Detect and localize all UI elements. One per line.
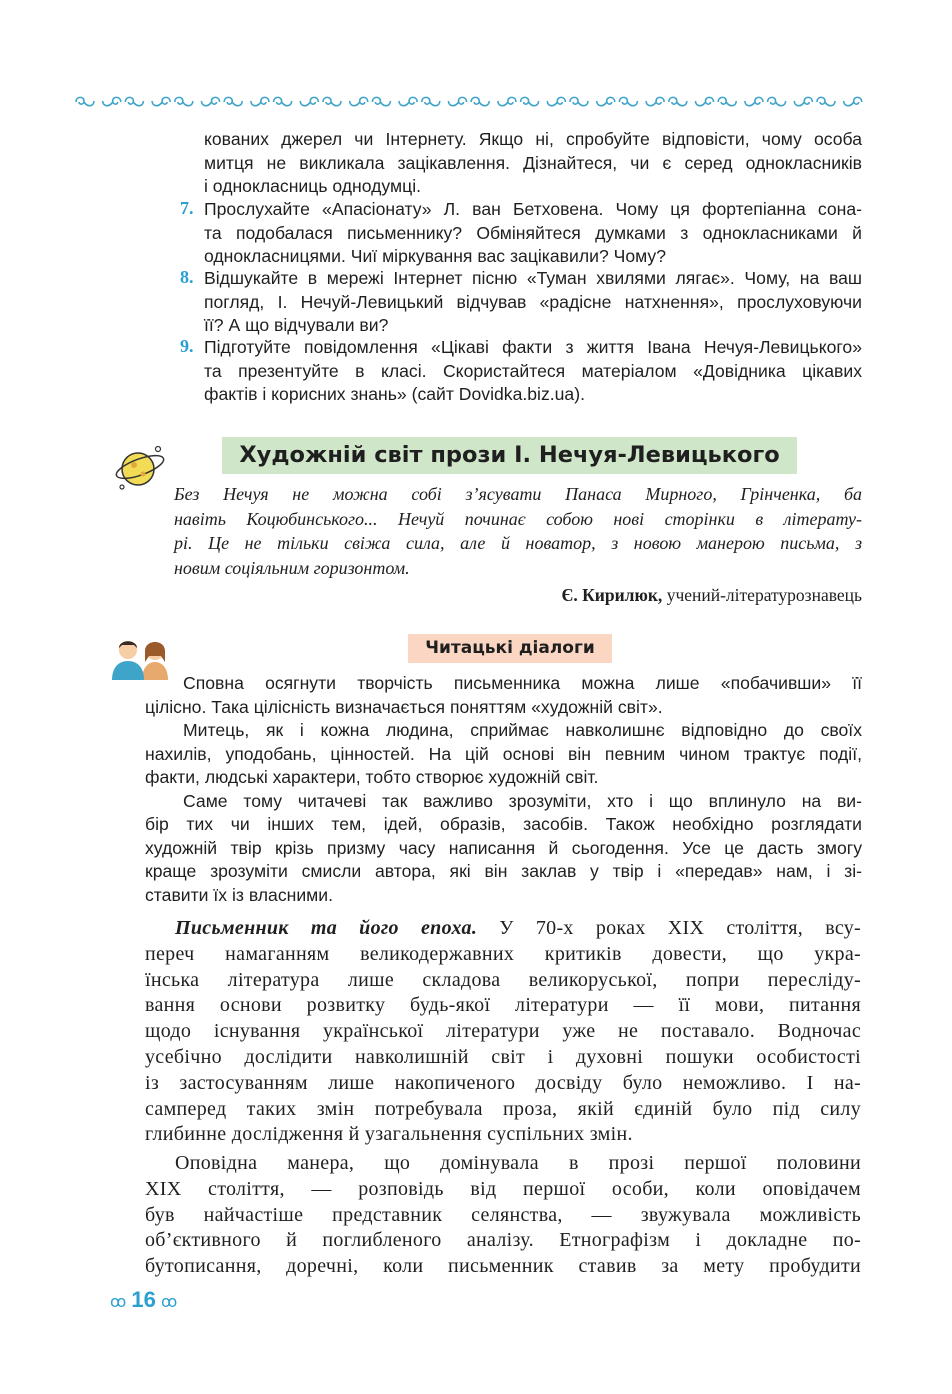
text-line: цілісно. Така цілісність визначається поняттям «художній світ». bbox=[145, 696, 663, 717]
task-7 bbox=[204, 198, 862, 269]
epigraph-line: Без Нечуя не можна собі з’ясувати Панаса Мирного, Грінченка, ба bbox=[174, 484, 862, 504]
ornament-scroll bbox=[844, 97, 862, 105]
ornament-scroll bbox=[274, 97, 292, 105]
text-line: та подобалася письменнику? Обміняйтеся думками з однокласниками й bbox=[204, 222, 862, 243]
task-number: 7. bbox=[180, 198, 194, 218]
main-paragraph-1 bbox=[145, 916, 861, 1148]
ornament-scroll bbox=[597, 97, 615, 105]
paragraph-lead: Письменник та його епоха. bbox=[175, 917, 478, 939]
text-line: усебічно дослідити навколишній світ і духовні пошуки особистості bbox=[145, 1045, 861, 1068]
ornament-scroll bbox=[794, 97, 812, 105]
epigraph-attribution bbox=[561, 585, 862, 606]
ornament-scroll bbox=[547, 97, 565, 105]
epigraph-line: новим соціяльним горизонтом. bbox=[174, 557, 410, 578]
text-line: Митець, як і кожна людина, сприймає навколишнє відповідно до своїх bbox=[183, 720, 862, 740]
ornament-scroll bbox=[696, 97, 714, 105]
ornament-scroll bbox=[103, 97, 121, 105]
page-ornament-right: ꝏ bbox=[160, 1292, 178, 1311]
ornament-scroll bbox=[718, 97, 736, 105]
text-line: їнська література лише складова великоруської, попри пересліду- bbox=[145, 968, 861, 991]
ornament-scroll bbox=[745, 97, 763, 105]
page-ornament-left: ꝏ bbox=[110, 1292, 127, 1311]
ornament-scroll bbox=[422, 97, 440, 105]
ornament-scroll bbox=[449, 97, 467, 105]
page-number-value: 16 bbox=[131, 1287, 156, 1312]
text-line: митця не викликала зацікавлення. Дізнайтеся, чи є серед однокласників bbox=[204, 152, 862, 173]
ornament-scroll bbox=[323, 97, 341, 105]
text-line: однокласницями. Чиї міркування вас зацікавили? Чому? bbox=[204, 246, 666, 266]
ornament-scroll bbox=[817, 97, 835, 105]
main-paragraph-2 bbox=[145, 1151, 861, 1280]
text-line: Відшукайте в мережі Інтернет пісню «Туман хвилями лягає». Чому, на ваш bbox=[204, 268, 862, 288]
text-line: бір тих чи інших тем, ідей, образів, засобів. Також необхідно розглядати bbox=[145, 814, 862, 834]
page-number bbox=[110, 1287, 177, 1313]
text-line: і однокласниць однодумці. bbox=[204, 176, 421, 196]
text-line: краще зрозуміти смисли автора, які він заклав у твір і «передав» нам, і зі- bbox=[145, 861, 862, 881]
ornament-scroll bbox=[570, 97, 588, 105]
text-line: Саме тому читачеві так важливо зрозуміти, хто і що вплинуло на ви- bbox=[183, 790, 862, 811]
text-line: Підготуйте повідомлення «Цікаві факти з життя Івана Нечуя-Левицького» bbox=[204, 337, 862, 357]
text-line: XIX століття, — розповідь від першої особи, коли оповідачем bbox=[145, 1177, 861, 1200]
text-line: бутописання, доречні, коли письменник ставив за мету пробудити bbox=[145, 1255, 861, 1278]
text-line: Оповідна манера, що домінувала в прозі першої половини bbox=[175, 1152, 861, 1174]
ornament-scroll bbox=[768, 97, 786, 105]
text-line: кованих джерел чи Інтернету. Якщо ні, спробуйте відповісти, чому особа bbox=[204, 129, 862, 149]
ornament-scroll bbox=[350, 97, 368, 105]
text-line: Прослухайте «Апасіонату» Л. ван Бетховена. Чому ця фортепіанна сона- bbox=[204, 199, 862, 219]
text-line: глибинне дослідження й узагальнення суспільних змін. bbox=[145, 1123, 633, 1146]
dialog-text bbox=[145, 672, 862, 907]
ornament-scroll bbox=[372, 97, 390, 105]
ornament-scroll bbox=[471, 97, 489, 105]
text-line: погляд, І. Нечуй-Левицький відчував «радісне натхнення», прослуховуючи bbox=[204, 291, 862, 312]
text-line: вання основи розвитку будь-якої літератури — її мови, питання bbox=[145, 994, 861, 1017]
text-line: із застосуванням лише накопиченого досвіду було неможливо. І на- bbox=[145, 1071, 861, 1094]
ornament-scroll bbox=[224, 97, 242, 105]
ornament-scroll bbox=[251, 97, 269, 105]
text-line: фактів і корисних знань» (сайт Dovidka.biz.ua). bbox=[204, 384, 585, 404]
text-line: переч намаганням великодержавних критиків довести, що укра- bbox=[145, 942, 861, 965]
ornament-scroll bbox=[300, 97, 318, 105]
text-span: У 70-х роках XIX століття, всу- bbox=[477, 917, 861, 939]
epigraph-line: рі. Це не тільки свіжа сила, але й новатор, з новою манерою письма, з bbox=[174, 533, 862, 554]
ornament-scroll bbox=[175, 97, 193, 105]
task-number: 9. bbox=[180, 336, 194, 356]
ornament-scroll bbox=[76, 97, 94, 105]
epigraph-line: навіть Коцюбинського... Нечуй починає собою нові сторінки в літерату- bbox=[174, 508, 862, 529]
dialog-heading: Читацькі діалоги bbox=[408, 634, 612, 663]
text-line: об’єктивного й поглибленого аналізу. Етнографізм і докладне по- bbox=[145, 1229, 861, 1252]
text-line: художній твір крізь призму часу написання й сьогодення. Усе це дасть змогу bbox=[145, 837, 862, 858]
top-ornament bbox=[74, 93, 866, 111]
text-line: Сповна осягнути творчість письменника можна лише «побачивши» її bbox=[183, 673, 862, 693]
task-9 bbox=[204, 336, 862, 407]
text-line: був найчастіше представник селянства, — звужувала можливість bbox=[145, 1203, 861, 1226]
ornament-scroll bbox=[498, 97, 516, 105]
text-line: щодо існування української літератури уже не поставало. Водночас bbox=[145, 1020, 861, 1043]
attribution-role: учений-літературознавець bbox=[666, 585, 862, 605]
ornament-scroll bbox=[521, 97, 539, 105]
ornament-scroll bbox=[646, 97, 664, 105]
text-line: ставити їх із власними. bbox=[145, 884, 333, 905]
text-line: факти, людські характери, тобто створює художній світ. bbox=[145, 767, 599, 787]
attribution-name: Є. Кирилюк, bbox=[561, 585, 663, 605]
task-6-continuation bbox=[204, 128, 862, 199]
task-number: 8. bbox=[180, 267, 194, 287]
text-line: нахилів, уподобань, цінностей. На цій основі він певним чином трактує події, bbox=[145, 743, 862, 764]
ornament-scroll bbox=[125, 97, 143, 105]
text-line: самперед таких змін потребувала проза, якій єдиній було під силу bbox=[145, 1097, 861, 1120]
ornament-pattern bbox=[74, 93, 866, 111]
ornament-scroll bbox=[669, 97, 687, 105]
ornament-scroll bbox=[399, 97, 417, 105]
section-heading: Художній світ прози І. Нечуя-Левицького bbox=[222, 437, 797, 474]
task-8 bbox=[204, 267, 862, 338]
ornament-scroll bbox=[152, 97, 170, 105]
ornament-scroll bbox=[619, 97, 637, 105]
planet-icon bbox=[114, 443, 168, 493]
text-line: її? А що відчували ви? bbox=[204, 315, 389, 335]
text-line: та презентуйте в класі. Скористайтеся матеріалом «Довідника цікавих bbox=[204, 360, 862, 381]
ornament-scroll bbox=[202, 97, 220, 105]
epigraph bbox=[174, 482, 862, 580]
text-line bbox=[145, 916, 861, 942]
